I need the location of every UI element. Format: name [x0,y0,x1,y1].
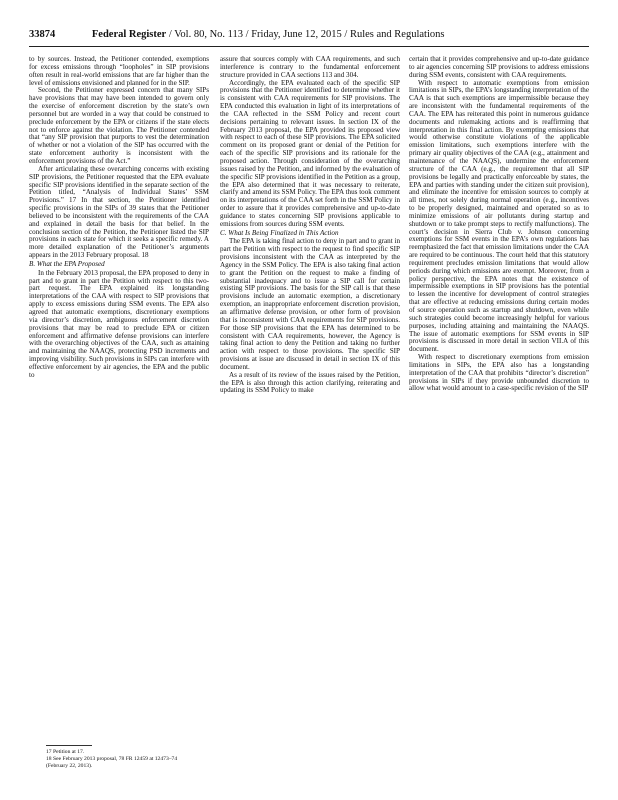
body-paragraph: assure that sources comply with CAA requirements, and such interference is contrary to the fundamental enforcement structure provided in CAA sections 113 and 304. [220,55,400,79]
footnote-rule [46,745,92,746]
column-2 [220,56,400,395]
page-number: 33874 [29,29,56,40]
footnote: 18 See February 2013 proposal, 78 FR 12459 at 12473–74 (February 22, 2013). [46,756,178,769]
issue-details: / Vol. 80, No. 113 / Friday, June 12, 2015 / Rules and Regulations [168,29,445,40]
section-heading: B. What the EPA Proposed [29,259,105,268]
body-paragraph: After articulating these overarching concerns with existing SIP provisions, the Petitioner requested that the EPA evaluate specific SIP provisions identified in the separate section of the Petition titled, “Analysis of Individual States’ SSM Provisions.” 17 In that section, the Petitioner identified specific provisions in the SIPs of 39 states that the Petitioner believed to be inconsistent with the requirements of the CAA and explained in detail the basis for that belief. In the conclusion section of the Petition, the Petitioner listed the SIP provisions in each state for which it seeks a specific remedy. A more detailed explanation of the Petitioner’s arguments appears in the 2013 February proposal. 18 [29,164,209,260]
body-paragraph: to by sources. Instead, the Petitioner contended, exemptions for excess emissions through “loopholes” in SIP provisions often result in real-world emissions that are far higher than the level of emissions envisioned and planned for in the SIP. [29,55,209,87]
body-paragraph: Second, the Petitioner expressed concern that many SIPs have provisions that may have been intended to govern only the exercise of enforcement discretion by the state’s own personnel but are worded in a way that could be construed to preclude enforcement by the EPA or citizens if the state elects not to enforce against the violation. The Petitioner contended that “any SIP provision that purports to vest the determination of whether or not a violation of the SIP has occurred with the state enforcement authority is inconsistent with the enforcement provisions of the Act.” [29,86,209,165]
body-paragraph: As a result of its review of the issues raised by the Petition, the EPA is also through this action clarifying, reiterating and updating its SSM Policy to make [220,370,400,395]
body-paragraph: The EPA is taking final action to deny in part and to grant in part the Petition with respect to the request to find specific SIP provisions inconsistent with the CAA as interpreted by the Agency in the SSM Policy. The EPA is also taking final action to grant the Petition on the request to make a finding of substantial inadequacy and to issue a SIP call for certain existing SIP provisions. The basis for the SIP call is that these provisions include an automatic exemption, a discretionary exemption, an inappropriate enforcement discretion provision, an affirmative defense provision, or other form of provision that is inconsistent with CAA requirements for SIP provisions. For those SIP provisions that the EPA has determined to be consistent with CAA requirements, however, the Agency is taking final action to deny the Petition and taking no further action with respect to those provisions. The specific SIP provisions at issue are discussed in detail in section IX of this document. [220,237,400,371]
body-paragraph: With respect to automatic exemptions from emission limitations in SIPs, the EPA’s longstanding interpretation of the CAA is that such exemptions are impermissible because they are inconsistent with the fundamental requirements of the CAA. The EPA has reiterated this point in numerous guidance documents and rulemaking actions and is reaffirming that interpretation in this final action. By exempting emissions that would otherwise constitute violations of the applicable emission limitations, such exemptions interfere with the primary air quality objectives of the CAA (e.g., attainment and maintenance of the NAAQS), undermine the enforcement structure of the CAA (e.g., the requirement that all SIP provisions be legally and practically enforceable by states, the EPA and parties with standing under the citizen suit provision), and eliminate the incentive for emission sources to comply at all times, not solely during normal operation (e.g., incentives to be properly designed, maintained and operated so as to minimize emissions of air pollutants during startup and shutdown or to take prompt steps to rectify malfunctions). The court’s decision in Sierra Club v. Johnson concerning exemptions for SSM events in the EPA’s own regulations has reemphasized the fact that emission limitations under the CAA are required to be continuous. The court held that this statutory requirement precludes emission limitations that would allow periods during which emissions are exempt. Moreover, from a policy perspective, the EPA notes that the existence of impermissible exemptions in SIP provisions has the potential to lessen the incentive for development of control strategies that are effective at reducing emissions during certain modes of source operation such as startup and shutdown, even while such strategies could become increasingly helpful for various purposes, including attaining and maintaining the NAAQS. The issue of automatic exemptions for SSM events in SIP provisions is discussed in more detail in section VII.A of this document. [409,78,589,354]
footnote: 17 Petition at 17. [46,749,85,755]
body-paragraph: certain that it provides comprehensive and up-to-date guidance to air agencies concerning SIP provisions to address emissions during SSM events, consistent with CAA requirements. [409,55,589,79]
body-paragraph: In the February 2013 proposal, the EPA proposed to deny in part and to grant in part the Petition with respect to this two-part request. The EPA explained its longstanding interpretations of the CAA with respect to SIP provisions that apply to excess emissions during SSM events. The EPA also agreed that automatic exemptions, discretionary exemptions via director’s discretion, ambiguous enforcement discretion provisions that may be read to preclude EPA or citizen enforcement and affirmative defense provisions can interfere with the overarching objectives of the CAA, such as attaining and maintaining the NAAQS, protecting PSD increments and improving visibility. Such provisions in SIPs can interfere with effective enforcement by air agencies, the EPA and the public to [29,268,209,379]
publication-title: Federal Register [91,29,167,40]
body-paragraph: With respect to discretionary exemptions from emission limitations in SIPs, the EPA also has a longstanding interpretation of the CAA that prohibits “director’s discretion” provisions in SIPs if they provide unbounded discretion to allow what would amount to a case-specific revision of the SIP [409,353,589,393]
body-paragraph: Accordingly, the EPA evaluated each of the specific SIP provisions that the Petitioner identified to determine whether it is consistent with CAA requirements for SIP provisions. The EPA conducted this evaluation in light of its interpretations of the CAA reflected in the SSM Policy and recent court decisions pertaining to relevant issues. In section IX of the February 2013 proposal, the EPA provided its proposed view with respect to each of these SIP provisions. The EPA solicited comment on its proposed grant or denial of the Petition for each of the specific SIP provisions and its rationale for the proposed action. Through consideration of the overarching issues raised by the Petition, and informed by the evaluation of the specific SIP provisions identified in the Petition as a group, the EPA also determined that it was necessary to reiterate, clarify and amend its SSM Policy. The EPA thus took comment on its interpretations of the CAA set forth in the SSM Policy in order to assure that it provides comprehensive and up-to-date guidance to states concerning SIP provisions applicable to emissions from sources during SSM events. [220,78,400,228]
footnotes [46,749,196,770]
column-3 [409,56,589,393]
column-1 [29,56,209,380]
running-header [29,29,589,45]
section-heading: C. What Is Being Finalized in This Action [220,228,339,237]
header-rule [29,46,589,47]
